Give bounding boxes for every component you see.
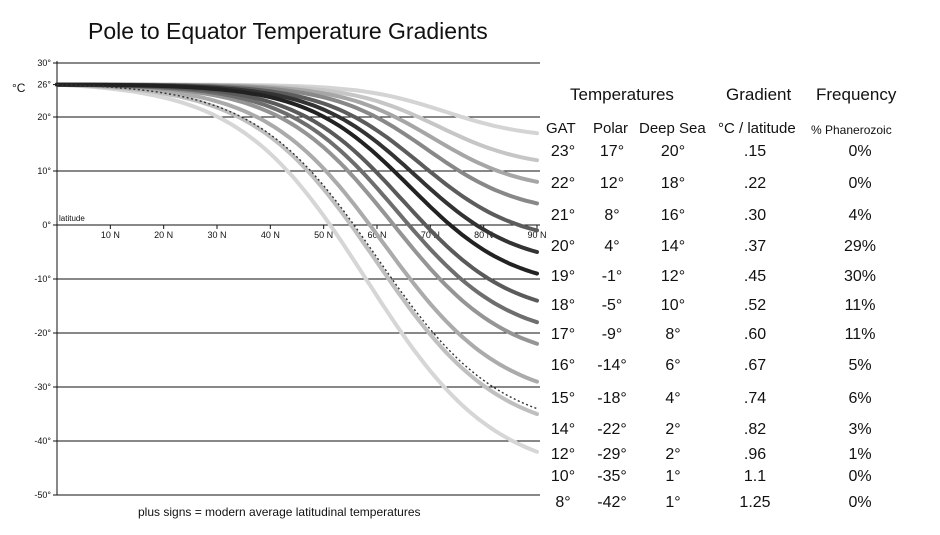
table-cell-gradient: .37 xyxy=(743,238,767,255)
table-cell-gat: 21° xyxy=(550,207,576,224)
table-cell-gradient: .45 xyxy=(743,268,767,285)
table-cell-gat: 22° xyxy=(550,175,576,192)
series-line-gat-10 xyxy=(57,85,537,414)
table-cell-frequency: 0% xyxy=(848,468,872,485)
table-cell-frequency: 3% xyxy=(848,421,872,438)
table-cell-deep-sea: 6° xyxy=(665,357,681,374)
table-cell-polar: 12° xyxy=(599,175,625,192)
table-cell-deep-sea: 1° xyxy=(665,468,681,485)
y-tick-label: -20° xyxy=(34,328,51,338)
y-tick-label: 10° xyxy=(37,166,51,176)
table-cell-polar: -1° xyxy=(601,268,623,285)
table-cell-gat: 16° xyxy=(550,357,576,374)
table-cell-deep-sea: 4° xyxy=(665,390,681,407)
table-cell-polar: -14° xyxy=(597,357,627,374)
col-header-gradient: °C / latitude xyxy=(718,120,796,137)
table-cell-gat: 17° xyxy=(550,326,576,343)
table-cell-frequency: 5% xyxy=(848,357,872,374)
table-cell-deep-sea: 8° xyxy=(665,326,681,343)
table-cell-polar: -42° xyxy=(597,494,627,511)
table-cell-frequency: 6% xyxy=(848,390,872,407)
table-cell-gradient: .22 xyxy=(743,175,767,192)
table-cell-deep-sea: 16° xyxy=(660,207,686,224)
x-tick-label: 40 N xyxy=(260,230,280,240)
y-axis-label: °C xyxy=(12,81,26,95)
table-cell-gradient: .67 xyxy=(743,357,767,374)
table-cell-polar: -22° xyxy=(597,421,627,438)
table-cell-frequency: 11% xyxy=(844,297,876,314)
x-tick-label: 80 N xyxy=(474,230,494,240)
x-tick-label: 70 N xyxy=(420,230,440,240)
y-tick-label: 26° xyxy=(37,79,51,90)
chart-footnote: plus signs = modern average latitudinal temperatures xyxy=(138,505,421,519)
table-cell-polar: -9° xyxy=(601,326,623,343)
series-line-gat-15 xyxy=(57,85,537,323)
table-cell-gradient: .82 xyxy=(743,421,767,438)
table-cell-polar: 17° xyxy=(599,143,625,160)
table-cell-gat: 19° xyxy=(550,268,576,285)
table-cell-deep-sea: 14° xyxy=(660,238,686,255)
x-tick-label: 90 N xyxy=(527,230,547,240)
chart-title: Pole to Equator Temperature Gradients xyxy=(88,18,488,44)
x-tick-label: 10 N xyxy=(100,230,120,240)
table-cell-gat: 14° xyxy=(550,421,576,438)
table-cell-gat: 10° xyxy=(550,468,576,485)
y-tick-label: 20° xyxy=(37,112,51,122)
col-header-frequency: % Phanerozoic xyxy=(811,123,892,137)
table-cell-deep-sea: 1° xyxy=(665,494,681,511)
x-tick-label: 60 N xyxy=(367,230,387,240)
table-cell-gradient: .15 xyxy=(743,143,767,160)
table-cell-deep-sea: 18° xyxy=(660,175,686,192)
table-cell-frequency: 0% xyxy=(848,143,872,160)
series-line-gat-14 xyxy=(57,85,537,344)
series-line-gat-18 xyxy=(57,85,537,252)
table-cell-frequency: 4% xyxy=(848,207,872,224)
modern-temperature-line xyxy=(57,85,537,409)
table-cell-polar: -29° xyxy=(597,446,627,463)
header-temperatures: Temperatures xyxy=(570,85,674,104)
header-gradient: Gradient xyxy=(726,85,792,104)
table-cell-deep-sea: 2° xyxy=(665,421,681,438)
x-axis-label: latitude xyxy=(59,214,85,223)
col-header-deep-sea: Deep Sea xyxy=(639,120,706,137)
y-tick-label: 0° xyxy=(42,220,51,230)
y-tick-label: -50° xyxy=(34,490,51,500)
table-cell-frequency: 29% xyxy=(843,238,877,255)
table-cell-frequency: 0% xyxy=(848,175,872,192)
table-cell-gradient: .52 xyxy=(743,297,767,314)
col-header-gat: GAT xyxy=(546,120,576,137)
table-cell-frequency: 11% xyxy=(844,326,876,343)
y-tick-label: -30° xyxy=(34,382,51,392)
table-cell-polar: -35° xyxy=(597,468,627,485)
table-cell-gat: 8° xyxy=(555,494,571,511)
table-cell-gat: 18° xyxy=(550,297,576,314)
table-cell-gradient: .96 xyxy=(743,446,767,463)
table-cell-polar: 8° xyxy=(604,207,620,224)
header-frequency: Frequency xyxy=(816,85,897,104)
table-cell-frequency: 1% xyxy=(848,446,872,463)
y-tick-label: 30° xyxy=(37,58,51,68)
table-cell-polar: -5° xyxy=(601,297,623,314)
x-tick-label: 30 N xyxy=(207,230,227,240)
x-tick-label: 20 N xyxy=(154,230,174,240)
table-cell-gat: 15° xyxy=(550,390,576,407)
table-cell-frequency: 30% xyxy=(843,268,877,285)
y-tick-label: -40° xyxy=(34,436,51,446)
table-cell-gradient: .30 xyxy=(743,207,767,224)
table-cell-deep-sea: 2° xyxy=(665,446,681,463)
x-tick-label: 50 N xyxy=(314,230,334,240)
table-cell-deep-sea: 20° xyxy=(660,143,686,160)
table-cell-frequency: 0% xyxy=(848,494,872,511)
table-cell-gat: 20° xyxy=(550,238,576,255)
table-cell-polar: 4° xyxy=(604,238,620,255)
table-cell-deep-sea: 12° xyxy=(660,268,686,285)
table-cell-deep-sea: 10° xyxy=(660,297,686,314)
table-cell-gradient: 1.25 xyxy=(739,494,771,511)
table-cell-polar: -18° xyxy=(597,390,627,407)
table-cell-gat: 23° xyxy=(550,143,576,160)
table-cell-gradient: .60 xyxy=(743,326,767,343)
y-tick-label: -10° xyxy=(34,274,51,284)
col-header-polar: Polar xyxy=(593,120,629,137)
table-cell-gat: 12° xyxy=(550,446,576,463)
table-cell-gradient: 1.1 xyxy=(743,468,767,485)
table-cell-gradient: .74 xyxy=(743,390,767,407)
